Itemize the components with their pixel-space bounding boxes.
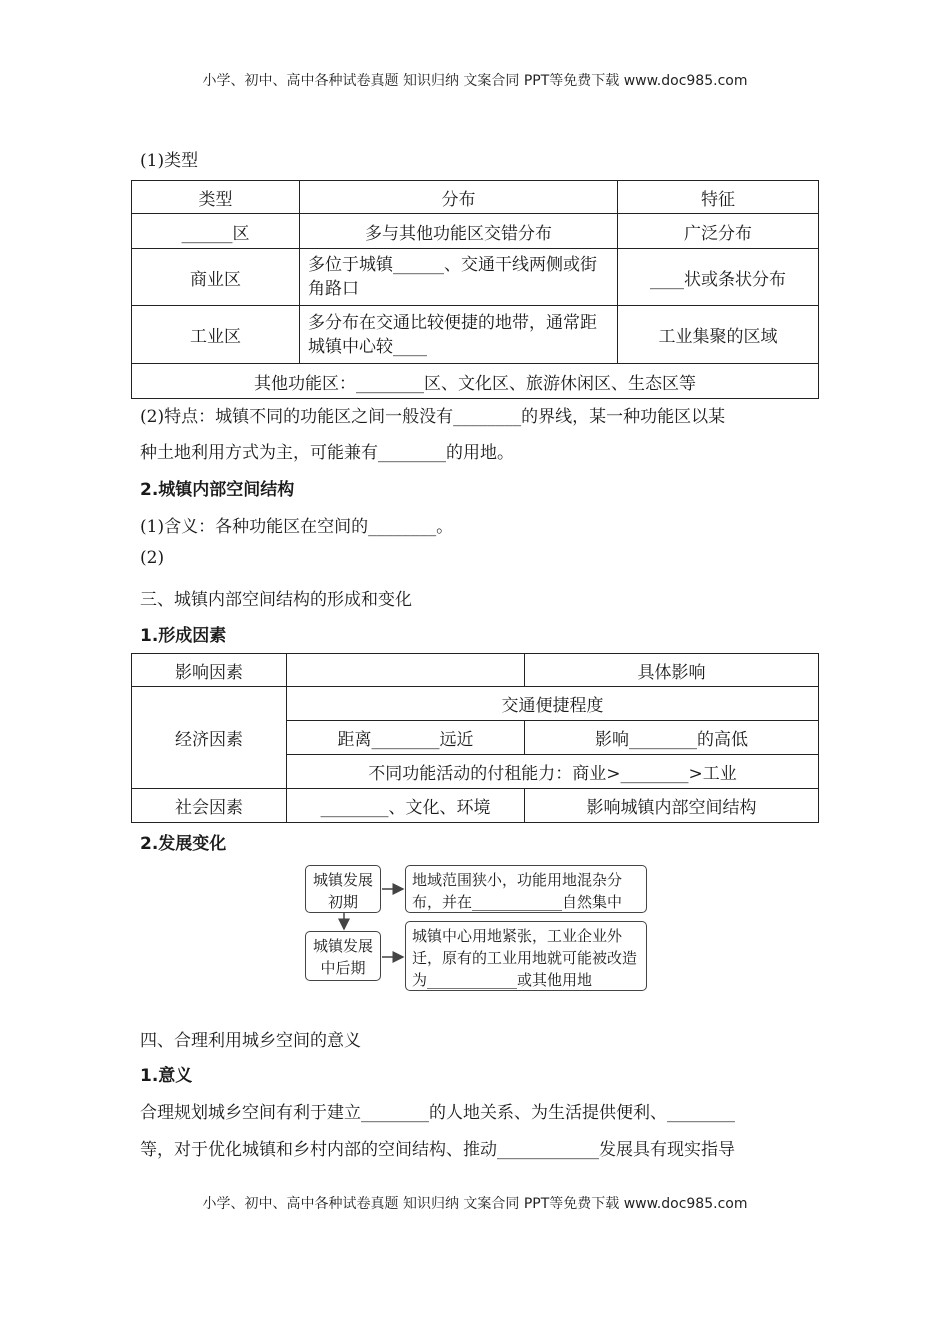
factors-table <box>131 653 819 823</box>
cell-residential-feature: 广泛分布 <box>618 214 819 249</box>
col-header-factor: 影响因素 <box>132 654 287 687</box>
cell-impact-level: 影响________的高低 <box>525 721 819 755</box>
page-header: 小学、初中、高中各种试卷真题 知识归纳 文案合同 PPT等免费下载 www.doc985.com <box>202 73 748 89</box>
cell-industrial-distribution: 多分布在交通比较便捷的地带，通常距城镇中心较____ <box>300 306 618 364</box>
stage1-description-box: 地域范围狭小，功能用地混杂分布，并在____________自然集中 <box>405 865 647 913</box>
cell-distance: 距离________远近 <box>287 721 525 755</box>
page-footer: 小学、初中、高中各种试卷真题 知识归纳 文案合同 PPT等免费下载 www.doc985.com <box>202 1196 748 1212</box>
stage1-box: 城镇发展初期 <box>305 865 381 913</box>
section-title-significance: 四、合理利用城乡空间的意义 <box>140 1031 361 1051</box>
cell-commercial-feature: ____状或条状分布 <box>618 249 819 306</box>
feature-paragraph-line2: 种土地利用方式为主，可能兼有________的用地。 <box>140 443 514 463</box>
cell-commercial-distribution: 多位于城镇______、交通干线两侧或街角路口 <box>300 249 618 306</box>
stage2-box: 城镇发展中后期 <box>305 931 381 981</box>
function-zone-table <box>131 180 819 399</box>
cell-social-elements: ________、文化、环境 <box>287 789 525 823</box>
col-header-feature: 特征 <box>618 181 819 214</box>
col-header-type: 类型 <box>132 181 300 214</box>
development-flow-diagram <box>304 864 648 992</box>
feature-paragraph-line1: (2)特点：城镇不同的功能区之间一般没有________的界线，某一种功能区以某 <box>140 407 726 427</box>
cell-commercial: 商业区 <box>132 249 300 306</box>
section-title-types: (1)类型 <box>140 151 199 171</box>
cell-social-impact: 影响城镇内部空间结构 <box>525 789 819 823</box>
item-2-label: (2) <box>140 548 165 568</box>
cell-industrial-feature: 工业集聚的区域 <box>618 306 819 364</box>
col-header-impact: 具体影响 <box>525 654 819 687</box>
cell-economic-factor: 经济因素 <box>132 687 287 789</box>
col-header-distribution: 分布 <box>300 181 618 214</box>
col-header-empty <box>287 654 525 687</box>
cell-residential-distribution: 多与其他功能区交错分布 <box>300 214 618 249</box>
stage2-description-box: 城镇中心用地紧张，工业企业外迁，原有的工业用地就可能被改造为____________或其他用地 <box>405 921 647 991</box>
cell-social-factor: 社会因素 <box>132 789 287 823</box>
meaning-paragraph-line2: 等，对于优化城镇和乡村内部的空间结构、推动____________发展具有现实指导 <box>140 1140 735 1160</box>
subsection-title-development: 2.发展变化 <box>140 834 227 854</box>
cell-residential: ______区 <box>132 214 300 249</box>
cell-other-zones: 其他功能区：________区、文化区、旅游休闲区、生态区等 <box>132 364 819 399</box>
subsection-title-factors: 1.形成因素 <box>140 626 227 646</box>
definition-paragraph: (1)含义：各种功能区在空间的________。 <box>140 517 454 537</box>
cell-industrial: 工业区 <box>132 306 300 364</box>
section-title-formation: 三、城镇内部空间结构的形成和变化 <box>140 590 412 610</box>
meaning-paragraph-line1: 合理规划城乡空间有利于建立________的人地关系、为生活提供便利、________ <box>140 1103 735 1123</box>
cell-transport-convenience: 交通便捷程度 <box>287 687 819 721</box>
cell-rent-capacity: 不同功能活动的付租能力：商业>________>工业 <box>287 755 819 789</box>
section-title-internal-structure: 2.城镇内部空间结构 <box>140 480 295 500</box>
subsection-title-meaning: 1.意义 <box>140 1066 193 1086</box>
